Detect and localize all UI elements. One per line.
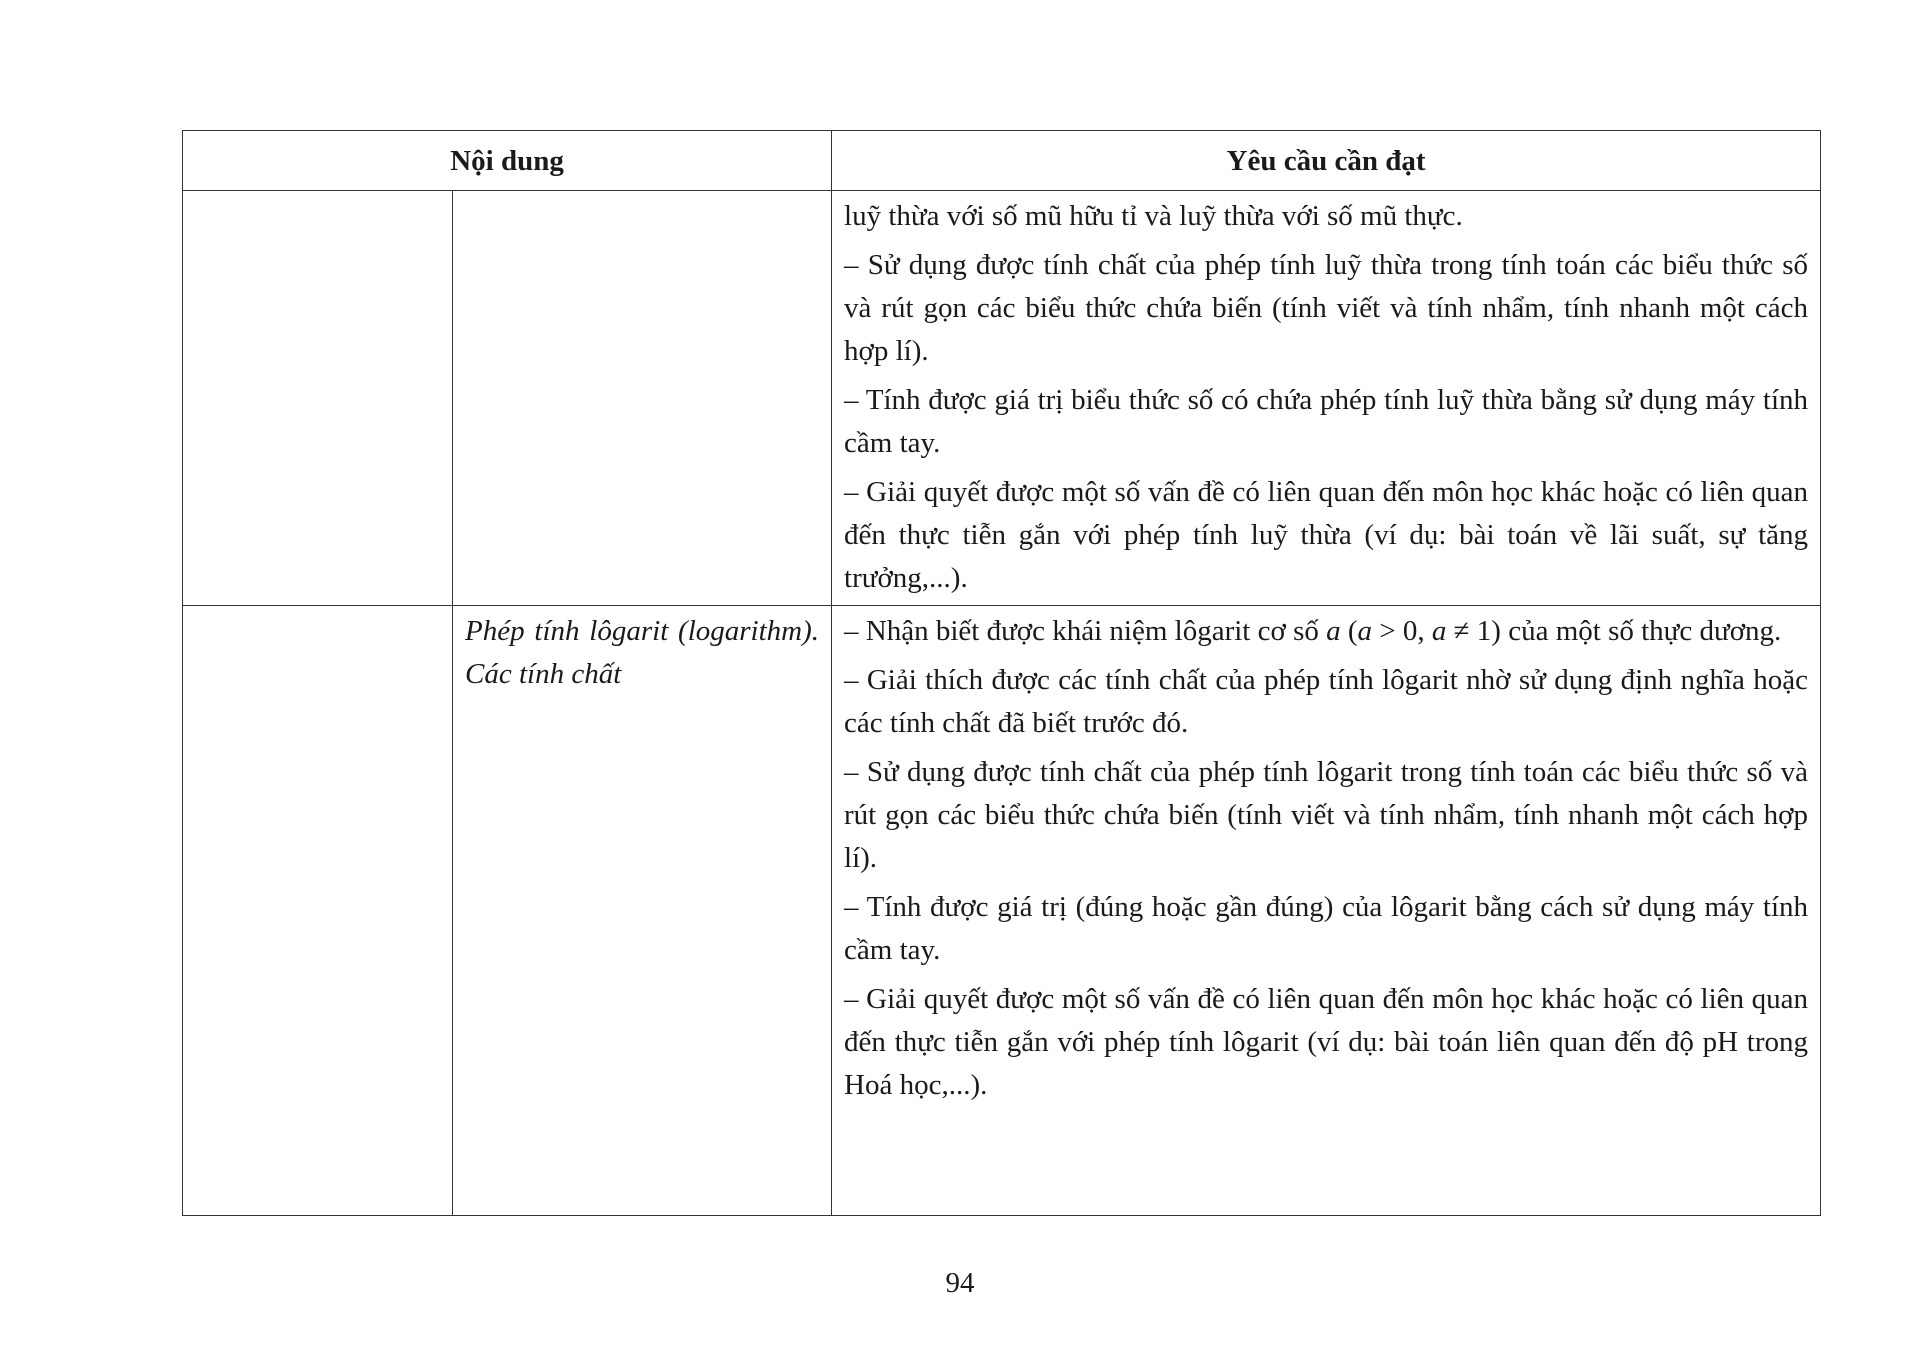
curriculum-table [182, 130, 1821, 1216]
topic-cell [453, 191, 832, 606]
page-number: 94 [945, 1267, 975, 1299]
requirement-item: – Giải quyết được một số vấn đề có liên quan đến môn học khác hoặc có liên quan đến thực tiễn gắn với phép tính luỹ thừa (ví dụ: bài toán về lãi suất, sự tăng trưởng,...). [844, 476, 1809, 594]
requirement-item: – Tính được giá trị (đúng hoặc gần đúng) của lôgarit bằng cách sử dụng máy tính cầm tay. [844, 891, 1809, 966]
topic-cell [453, 606, 832, 1216]
category-cell [183, 606, 453, 1216]
requirement-item: – Tính được giá trị biểu thức số có chứa phép tính luỹ thừa bằng sử dụng máy tính cầm tay. [844, 384, 1809, 459]
topic-text: Phép tính lôgarit (logarithm). Các tính chất [465, 615, 820, 690]
requirements-cell [832, 606, 1821, 1216]
requirement-item: luỹ thừa với số mũ hữu tỉ và luỹ thừa với số mũ thực. [844, 200, 1463, 232]
category-cell [183, 191, 453, 606]
requirement-item: – Sử dụng được tính chất của phép tính lôgarit trong tính toán các biểu thức số và rút gọn các biểu thức chứa biến (tính viết và tính nhẩm, tính nhanh một cách hợp lí). [844, 756, 1809, 874]
requirement-item: – Sử dụng được tính chất của phép tính luỹ thừa trong tính toán các biểu thức số và rút gọn các biểu thức chứa biến (tính viết và tính nhẩm, tính nhanh một cách hợp lí). [844, 249, 1809, 367]
requirement-item: – Nhận biết được khái niệm lôgarit cơ số a (a > 0, a ≠ 1) của một số thực dương. [844, 615, 1782, 647]
requirements-cell [832, 191, 1821, 606]
table-row [183, 606, 1821, 1216]
requirement-item: – Giải quyết được một số vấn đề có liên quan đến môn học khác hoặc có liên quan đến thực tiễn gắn với phép tính lôgarit (ví dụ: bài toán liên quan đến độ pH trong Hoá học,...). [844, 983, 1809, 1101]
header-content: Nội dung [183, 131, 832, 191]
table-row [183, 191, 1821, 606]
requirement-item: – Giải thích được các tính chất của phép tính lôgarit nhờ sử dụng định nghĩa hoặc các tính chất đã biết trước đó. [844, 664, 1809, 739]
table-header-row [183, 131, 1821, 191]
header-requirements: Yêu cầu cần đạt [832, 131, 1821, 191]
